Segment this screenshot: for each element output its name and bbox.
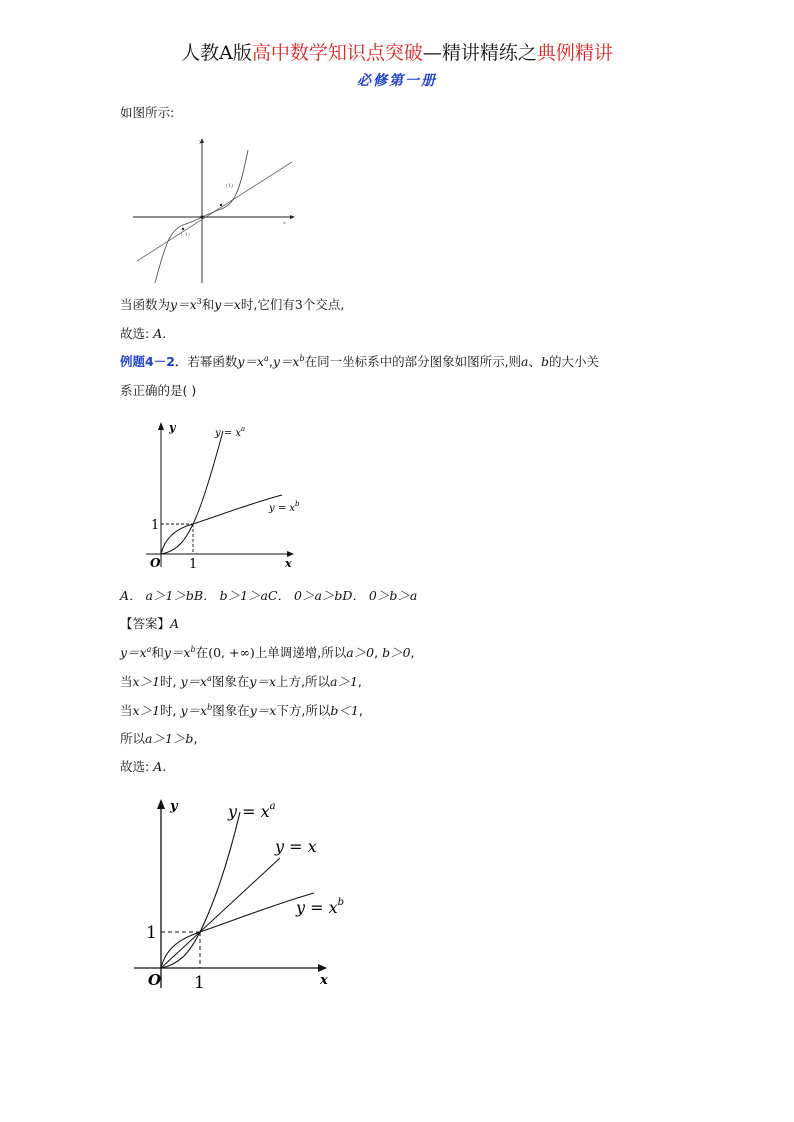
- fig2-y-arrow: [158, 422, 164, 430]
- fig1-lower-point-label: (-1): [181, 232, 190, 238]
- title-part3: —精讲精练之: [422, 42, 537, 64]
- fig3-x-label: x: [320, 973, 328, 988]
- page-header: [0, 40, 794, 90]
- fig3-curve-a-label: $y = x^a$: [228, 801, 276, 821]
- example-label: 例题4－2．: [120, 354, 188, 369]
- fig1-x-label: x: [283, 220, 286, 226]
- fig2-y-label: y: [169, 421, 176, 434]
- fig2-y-one-label: 1: [151, 518, 160, 533]
- fig1-intersection-lower: [182, 228, 184, 230]
- fig2-curve-x-power-a: [161, 431, 223, 554]
- fig2-curve-b-label: $y = x^b$: [269, 500, 300, 514]
- title-part2: 高中数学知识点突破: [251, 42, 423, 64]
- page-title: [0, 40, 794, 66]
- title-part1: 人教A版: [181, 42, 252, 64]
- solution-line3: 当x＞1时, $y=x^b$图象在y＝x下方,所以b＜1,: [120, 703, 363, 718]
- fig2-curve-a-label: $y = x^a$: [215, 425, 246, 439]
- fig1-upper-point-label: (1): [226, 183, 234, 189]
- fig3-curve-x-power-a: [161, 812, 240, 968]
- fig2-x-label: x: [285, 557, 292, 570]
- fig1-intersection-origin: [200, 215, 203, 218]
- fig2-x-one-label: 1: [189, 557, 198, 572]
- fig3-x-arrow: [318, 964, 327, 972]
- fig3-y-one-label: 1: [146, 923, 157, 943]
- example-question-line2: 系正确的是( ): [120, 383, 197, 398]
- fig3-line-y-eq-x: [161, 858, 280, 968]
- solution-line2: 当x＞1时, $y=x^a$图象在y＝x上方,所以a＞1,: [120, 674, 362, 689]
- prev-line2: 故选: A.: [120, 326, 167, 341]
- intro-text: 如图所示:: [120, 105, 175, 120]
- answer-line: 【答案】A: [120, 616, 180, 631]
- fig3-y-arrow: [157, 799, 165, 809]
- solution-line5: 故选: A.: [120, 759, 167, 774]
- fig3-x-one-label: 1: [194, 973, 205, 993]
- fig3-curve-b-label: $y = x^b$: [296, 897, 345, 917]
- solution-line1: $y=x^a$和$y=x^b$在(0, +∞)上单调递增,所以a＞0, b＞0,: [120, 645, 415, 660]
- fig3-curve-x-power-b: [161, 893, 314, 968]
- fig3-line-x-label: y = x: [275, 837, 317, 856]
- answer-options: A． a＞1＞bB． b＞1＞aC． 0＞a＞bD． 0＞b＞a: [120, 588, 418, 603]
- figure-power-functions-small: [140, 415, 305, 575]
- fig3-y-label: y: [170, 799, 178, 814]
- figure-cubic-vs-linear: [125, 135, 300, 285]
- solution-line4: 所以a＞1＞b,: [120, 731, 198, 746]
- fig1-intersection-upper: [220, 204, 222, 206]
- title-part4: 典例精讲: [536, 42, 613, 64]
- example-question-line1: 例题4－2．若幂函数$y=x^a,y=x^b$在同一坐标系中的部分图象如图所示,则a、b的大小关: [120, 354, 600, 369]
- prev-line1: 当函数为$y=x^3$和y＝x时,它们有3个交点,: [120, 297, 345, 312]
- fig2-origin-label: O: [150, 556, 161, 570]
- fig1-x-arrow: [290, 215, 295, 219]
- page-subtitle: 必修第一册: [357, 73, 437, 89]
- figure-power-functions-large: [130, 792, 350, 1002]
- fig1-y-label: y: [199, 139, 202, 145]
- fig3-origin-label: O: [148, 971, 162, 989]
